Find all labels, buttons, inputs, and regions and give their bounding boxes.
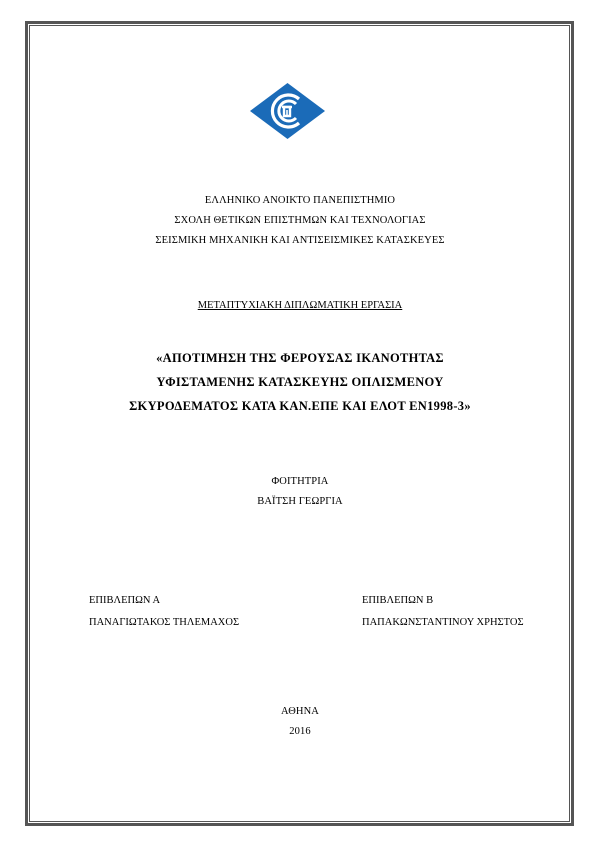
thesis-title-line-3: ΣΚΥΡΟΔΕΜΑΤΟΣ ΚΑΤΑ ΚΑΝ.ΕΠΕ ΚΑΙ ΕΛΟΤ ΕΝ1998-3»: [129, 399, 471, 413]
student-label: ΦΟΙΤΗΤΡΙΑ: [271, 476, 329, 487]
school-name: ΣΧΟΛΗ ΘΕΤΙΚΩΝ ΕΠΙΣΤΗΜΩΝ ΚΑΙ ΤΕΧΝΟΛΟΓΙΑΣ: [174, 215, 426, 226]
thesis-title-line-2: ΥΦΙΣΤΑΜΕΝΗΣ ΚΑΤΑΣΚΕΥΗΣ ΟΠΛΙΣΜΕΝΟΥ: [156, 375, 444, 389]
student-block: [0, 472, 600, 512]
supervisor-b-name: ΠΑΠΑΚΩΝΣΤΑΝΤΙΝΟΥ ΧΡΗΣΤΟΣ: [362, 617, 524, 628]
place: ΑΘΗΝΑ: [281, 706, 319, 717]
supervisor-a-name: ΠΑΝΑΓΙΩΤΑΚΟΣ ΤΗΛΕΜΑΧΟΣ: [89, 617, 240, 628]
university-name: ΕΛΛΗΝΙΚΟ ΑΝΟΙΚΤΟ ΠΑΝΕΠΙΣΤΗΜΙΟ: [204, 195, 396, 206]
supervisor-a-label: ΕΠΙΒΛΕΠΩΝ Α: [89, 595, 161, 606]
supervisor-b-block: [362, 590, 524, 634]
thesis-type-label: ΜΕΤΑΠΤΥΧΙΑΚΗ ΔΙΠΛΩΜΑΤΙΚΗ ΕΡΓΑΣΙΑ: [197, 300, 403, 311]
thesis-title-line-1: «ΑΠΟΤΙΜΗΣΗ ΤΗΣ ΦΕΡΟΥΣΑΣ ΙΚΑΝΟΤΗΤΑΣ: [156, 351, 444, 365]
place-date-block: [0, 702, 600, 742]
thesis-type: [0, 296, 600, 316]
supervisor-b-label: ΕΠΙΒΛΕΠΩΝ Β: [362, 595, 434, 606]
supervisor-a-block: [89, 590, 239, 634]
university-logo-icon: [249, 82, 326, 140]
student-name: ΒΑΪΤΣΗ ΓΕΩΡΓΙΑ: [257, 496, 343, 507]
thesis-title: [0, 346, 600, 418]
year: 2016: [289, 726, 311, 737]
university-header: [0, 191, 600, 251]
program-name: ΣΕΙΣΜΙΚΗ ΜΗΧΑΝΙΚΗ ΚΑΙ ΑΝΤΙΣΕΙΣΜΙΚΕΣ ΚΑΤΑΣΚΕΥΕΣ: [155, 235, 445, 246]
